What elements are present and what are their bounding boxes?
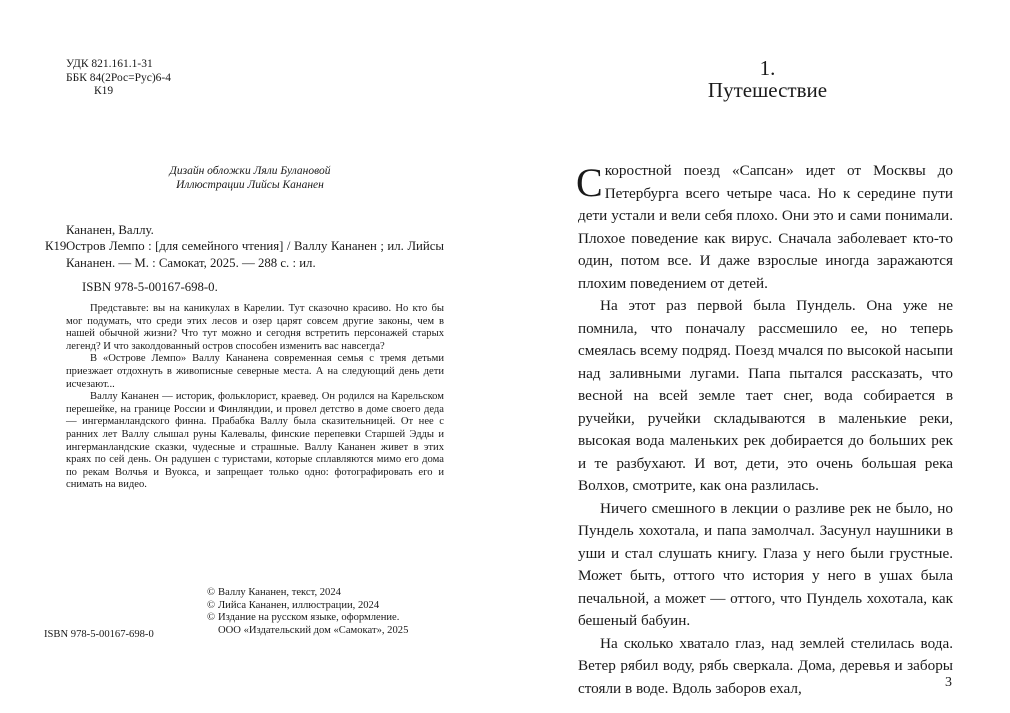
chapter-number: 1. [759, 56, 776, 80]
copyright-line: © Издание на русском языке, оформление. [207, 612, 400, 624]
copyright-symbol: © [207, 612, 216, 624]
right-page [505, 0, 1010, 713]
page-number: 3 [945, 675, 952, 690]
copyright-line: © Лийса Кананен, иллюстрации, 2024 [207, 599, 380, 611]
chapter-title: Путешествие [707, 78, 828, 102]
copyright-block [207, 587, 408, 637]
chapter-body [578, 160, 953, 700]
bbk-code: ББК 84(2Рос=Рус)6-4 [66, 71, 171, 84]
annotation-paragraph: В «Острове Лемпо» Валлу Кананена современная семья с тремя детьми приезжает отдохнуть в живописные северные места. А на следующий день дети исчезают... [66, 353, 444, 390]
annotation-paragraph: Валлу Кананен — историк, фольклорист, краевед. Он родился на Карельском перешейке, на границе России и Финляндии, и провел детство в доме своего деда — ингерманландского финна. Прабабка Валлу была сказительницей. От нее с ранних лет Валлу слышал руны Калевалы, финские перепевки Старшей Эдды и ингерманландские сказки, чудесные и страшные. Валлу Кананен живет в этих краях по сей день. Он радушен с туристами, которые сплавляются мимо его дома по рекам Волчья и Вуокса, и запрещает только одно: фотографировать его и снимать на видео. [66, 391, 444, 491]
classification-block [66, 58, 171, 99]
annotation-paragraph: Представьте: вы на каникулах в Карелии. Тут сказочно красиво. Но кто бы мог подумать, что среди этих лесов и озер царят совсем другие законы, чем в нашей обычной жизни? Что тут можно и сегодня встретить персонажей старых легенд? И что заколдованный остров способен изменить вас навсегда? [66, 303, 444, 352]
body-paragraph: На сколько хватало глаз, над землей стелилась вода. Ветер рябил воду, рябь сверкала. Дома, деревья и заборы стояли в воде. Вдоль заборов ехал, [578, 634, 953, 697]
cover-design-credit: Дизайн обложки Ляли Булановой [169, 165, 331, 177]
copyright-line: © Валлу Кананен, текст, 2024 [207, 587, 341, 598]
author-mark: К19 [94, 85, 114, 97]
udk-code: УДК 821.161.1-31 [66, 58, 153, 70]
isbn-record: ISBN 978-5-00167-698-0. [82, 279, 218, 294]
body-paragraph: Ничего смешного в лекции о разливе рек не было, но Пундель хохотала, и папа замолчал. Засунул наушники в уши и стал слушать книгу. Глаза у него были грустные. Может быть, оттого что история у него в ушах была печальной, а может — оттого, что Пундель хохотала, как бешеный бабуин. [578, 499, 953, 629]
body-paragraph: Скоростной поезд «Сапсан» идет от Москвы до Петербурга всего четыре часа. Но к середине пути дети устали и вели себя плохо. Они это и сами понимали. Плохое поведение как вирус. Сначала заболевает кто-то один, потом все. И даже взрослые иногда заражаются плохим поведением от детей. [576, 160, 953, 292]
bibliographic-record [45, 222, 444, 295]
annotation [66, 303, 444, 492]
body-paragraph: На этот раз первой была Пундель. Она уже не помнила, что поначалу рассмешило ее, но теперь смеялась всему подряд. Поезд мчался по высокой насыпи над заливными лугами. Папа пытался рассказать, что весной на всей земле тает снег, вода собирается в ручейки, ручейки складываются в маленькие реки, высокая вода маленьких рек добирается до больших рек и те разбухают. И вот, дети, это очень большая река Волхов, смотрите, как она разлилась. [578, 297, 953, 494]
author-heading: Кананен, Валлу. [66, 223, 154, 237]
isbn-footer: ISBN 978-5-00167-698-0 [44, 629, 154, 640]
copyright-symbol: © [207, 587, 216, 598]
author-mark-inline: К19 [45, 239, 67, 254]
credits-block [150, 164, 350, 192]
copyright-symbol: © [207, 599, 216, 611]
copyright-line: ООО «Издательский дом «Самокат», 2025 [218, 624, 409, 636]
bibliographic-description: Остров Лемпо : [для семейного чтения] / Валлу Кананен ; ил. Лийсы Кананен. — М. : Самокат, 2025. — 288 с. : ил. [66, 239, 444, 270]
drop-cap: С [576, 160, 603, 205]
illustrations-credit: Иллюстрации Лийсы Кананен [176, 179, 324, 191]
